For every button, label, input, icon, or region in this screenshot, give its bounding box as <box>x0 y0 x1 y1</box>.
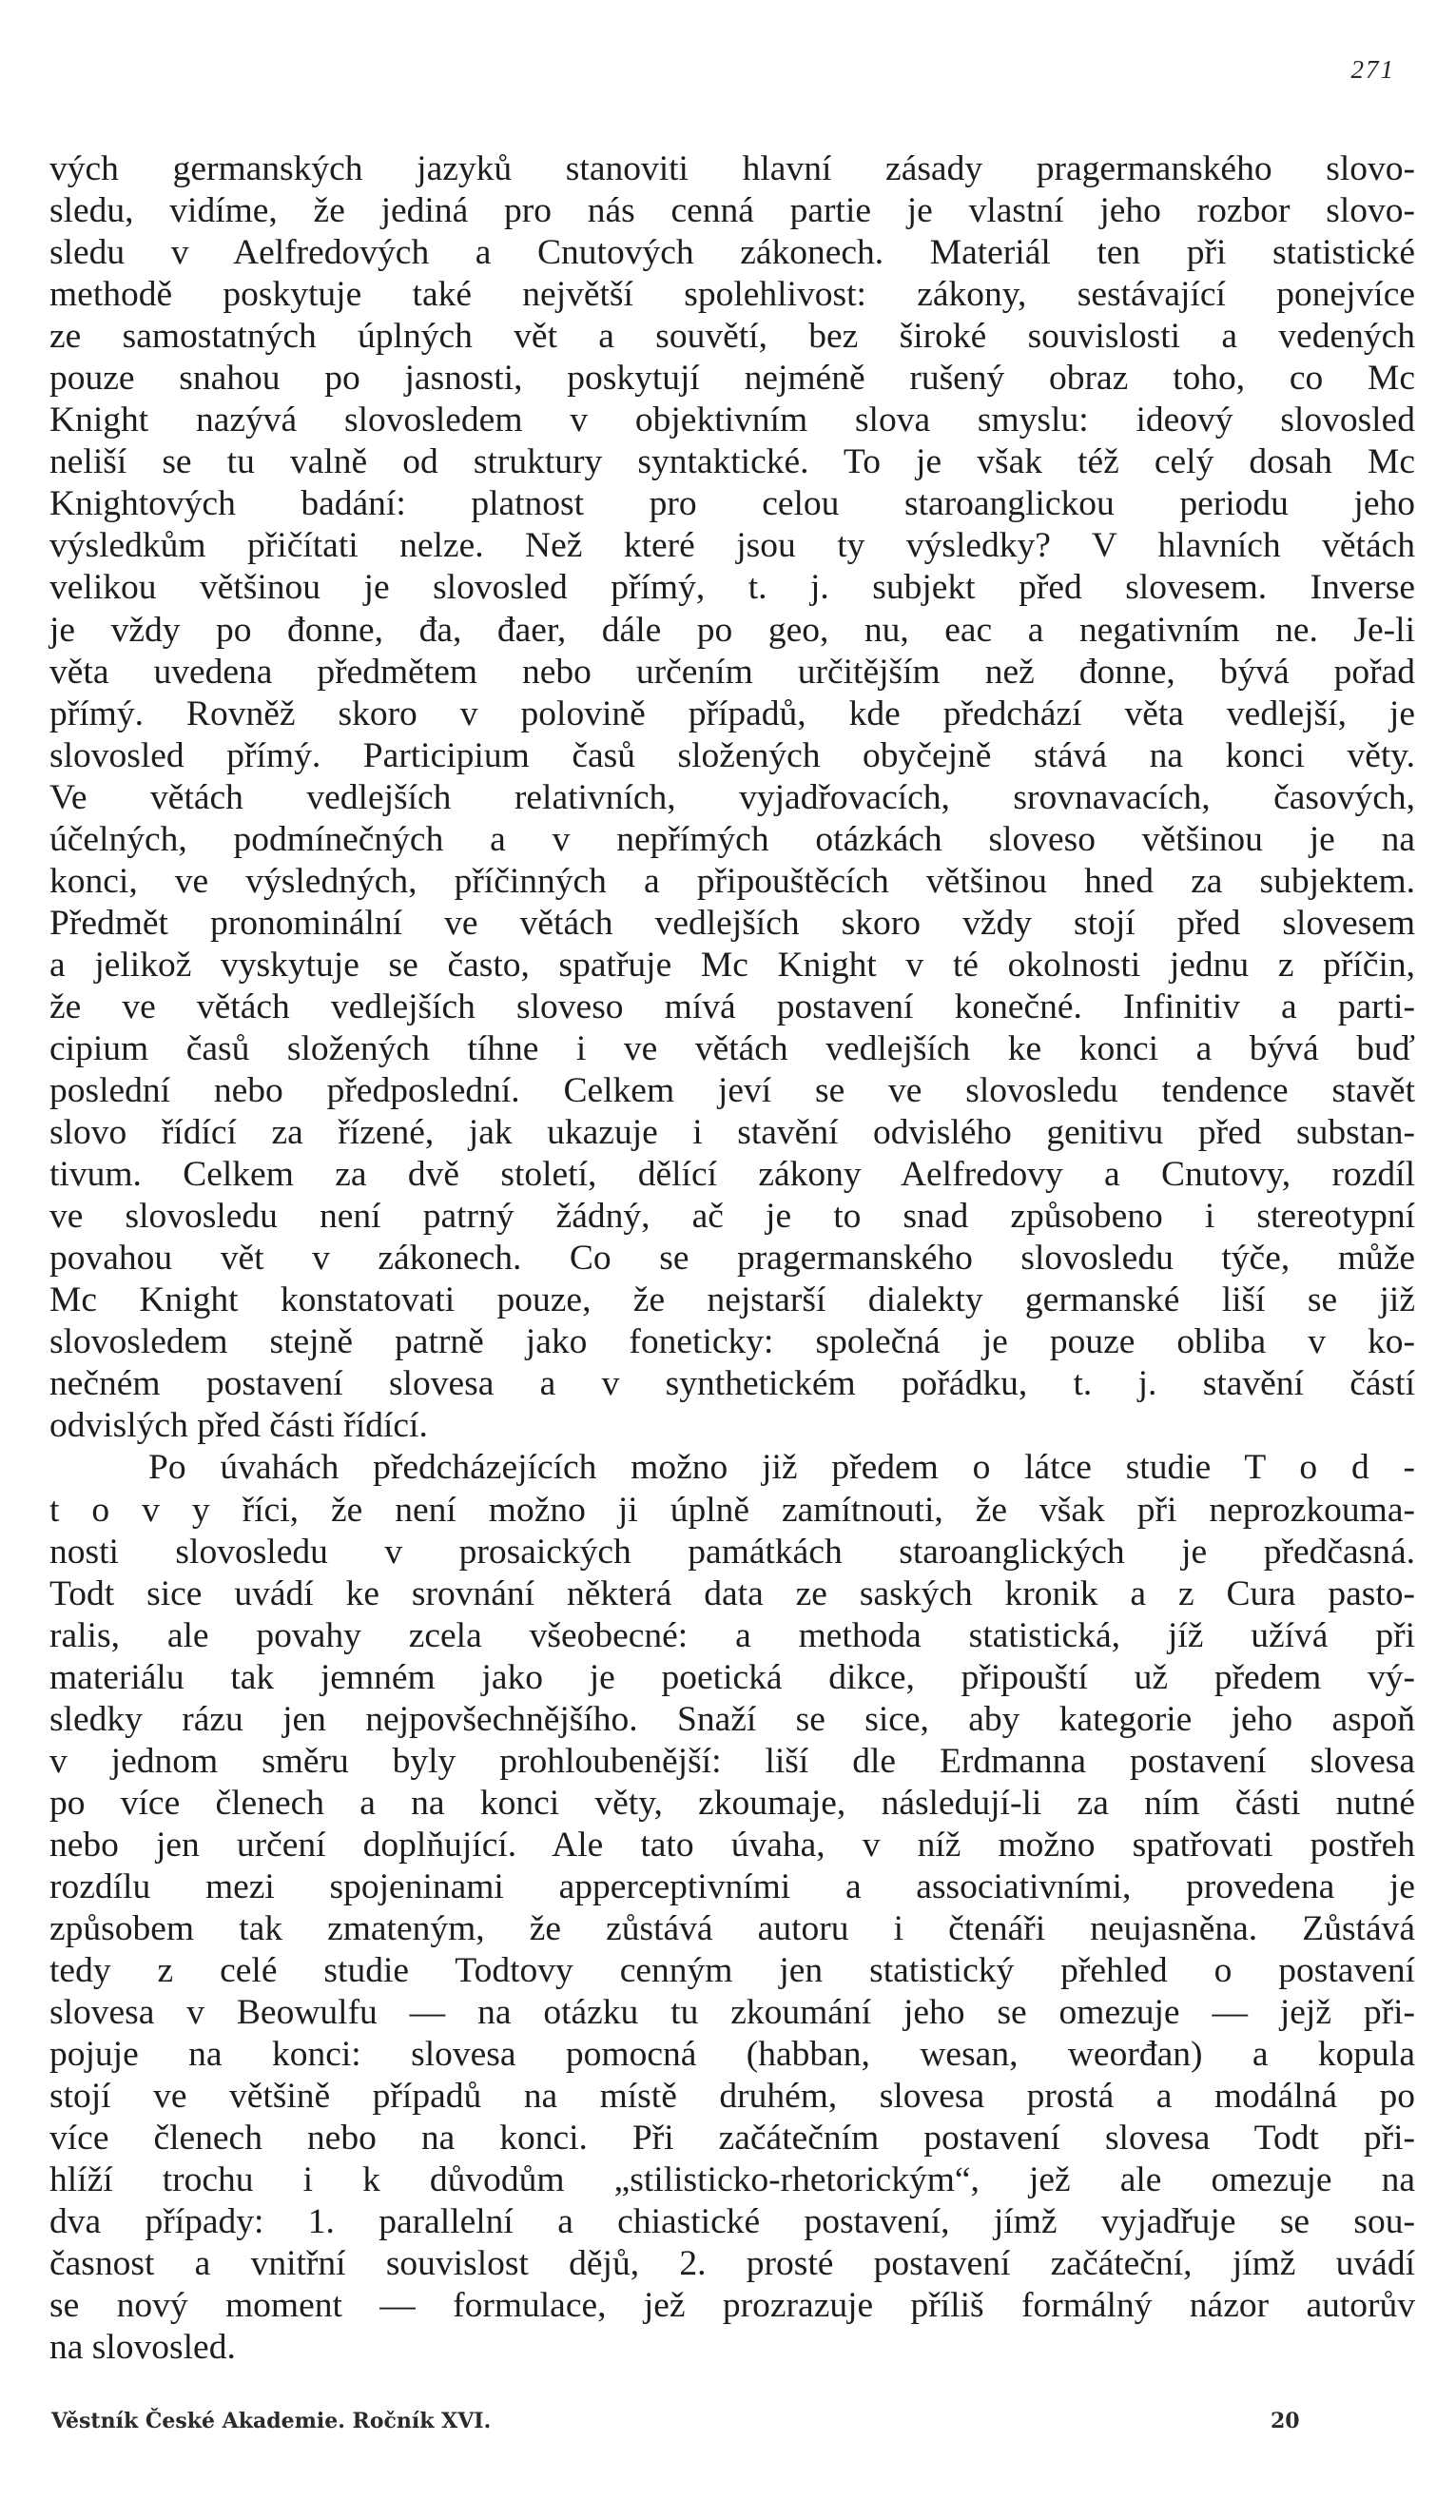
text-line: Předmět pronominální ve větách vedlejších skoro vždy stojí před slovesem <box>49 903 1415 943</box>
text-line: že ve větách vedlejších sloveso mívá postavení konečné. Infinitiv a parti- <box>49 987 1415 1026</box>
body-text <box>49 148 1415 2369</box>
text-line: stojí ve většině případů na místě druhém, slovesa prostá a modálná po <box>49 2077 1415 2117</box>
text-line: rozdílu mezi spojeninami apperceptivními a associativními, provedena je <box>49 1866 1415 1906</box>
text-line: časnost a vnitřní souvislost dějů, 2. prosté postavení začáteční, jímž uvádí <box>49 2244 1415 2284</box>
text-line: ve slovosledu není patrný žádný, ač je to snad způsobeno i stereotypní <box>49 1197 1415 1237</box>
footer-journal-title: Věstník České Akademie. Ročník XVI. <box>51 2409 492 2433</box>
text-line: velikou většinou je slovosled přímý, t. j. subjekt před slovesem. Inverse <box>49 568 1415 608</box>
text-line: t o v y říci, že není možno ji úplně zamítnouti, že však při neprozkouma- <box>49 1490 1415 1530</box>
text-line: Mc Knight konstatovati pouze, že nejstarší dialekty germanské liší se již <box>49 1280 1415 1320</box>
text-line: Knight nazývá slovosledem v objektivním slova smyslu: ideový slovosled <box>49 400 1415 440</box>
text-line: pouze snahou po jasnosti, poskytují nejméně rušený obraz toho, co Mc <box>49 359 1415 399</box>
text-line: a jelikož vyskytuje se často, spatřuje Mc Knight v té okolnosti jednu z příčin, <box>49 945 1415 985</box>
paragraph-2 <box>49 1447 1415 2369</box>
page-number: 271 <box>1350 55 1395 84</box>
text-line: věta uvedena předmětem nebo určením určitějším než đonne, bývá pořad <box>49 652 1415 692</box>
text-line: hlíží trochu i k důvodům „stilisticko-rhetorickým“, jež ale omezuje na <box>49 2160 1415 2200</box>
text-line: methodě poskytuje také největší spolehlivost: zákony, sestávající ponejvíce <box>49 275 1415 315</box>
text-line: Todt sice uvádí ke srovnání některá data ze saských kronik a z Cura pasto- <box>49 1573 1415 1613</box>
text-line: Po úvahách předcházejících možno již předem o látce studie T o d - <box>148 1448 1415 1488</box>
text-line: je vždy po đonne, đa, đaer, dále po geo, nu, eac a negativním ne. Je-li <box>49 610 1415 650</box>
paragraph-1 <box>49 148 1415 1447</box>
text-line: slovesa v Beowulfu — na otázku tu zkoumání jeho se omezuje — jejž při- <box>49 1993 1415 2033</box>
text-line: sledu, vidíme, že jediná pro nás cenná partie je vlastní jeho rozbor slovo- <box>49 191 1415 231</box>
text-line: sledky rázu jen nejpovšechnějšího. Snaží se sice, aby kategorie jeho aspoň <box>49 1699 1415 1739</box>
text-line: pojuje na konci: slovesa pomocná (habban, wesan, weorđan) a kopula <box>49 2035 1415 2075</box>
text-line: povahou vět v zákonech. Co se pragermanského slovosledu týče, může <box>49 1239 1415 1279</box>
text-line: nosti slovosledu v prosaických památkách staroanglických je předčasná. <box>49 1532 1415 1572</box>
text-line: účelných, podmínečných a v nepřímých otázkách sloveso většinou je na <box>49 819 1415 859</box>
text-line: výsledkům přičítati nelze. Než které jsou ty výsledky? V hlavních větách <box>49 526 1415 566</box>
text-line: více členech nebo na konci. Při začátečním postavení slovesa Todt při- <box>49 2119 1415 2159</box>
text-line: poslední nebo předposlední. Celkem jeví se ve slovosledu tendence stavět <box>49 1071 1415 1111</box>
text-line: sledu v Aelfredových a Cnutových zákonech. Materiál ten při statistické <box>49 233 1415 273</box>
footer-signature-number: 20 <box>1271 2409 1300 2433</box>
text-line: ralis, ale povahy zcela všeobecné: a methoda statistická, jíž užívá při <box>49 1615 1415 1655</box>
text-line: přímý. Rovněž skoro v polovině případů, kde předchází věta vedlejší, je <box>49 693 1415 733</box>
text-line: dva případy: 1. parallelní a chiastické postavení, jímž vyjadřuje se sou- <box>49 2202 1415 2242</box>
text-line: se nový moment — formulace, jež prozrazuje příliš formálný názor autorův <box>49 2286 1415 2326</box>
text-line: konci, ve výsledných, příčinných a připouštěcích většinou hned za subjektem. <box>49 861 1415 901</box>
text-line: vých germanských jazyků stanoviti hlavní zásady pragermanského slovo- <box>49 149 1415 188</box>
text-line: ze samostatných úplných vět a souvětí, bez široké souvislosti a vedených <box>49 317 1415 357</box>
text-line: způsobem tak zmateným, že zůstává autoru i čtenáři neujasněna. Zůstává <box>49 1908 1415 1948</box>
text-line: nečném postavení slovesa a v synthetickém pořádku, t. j. stavění částí <box>49 1364 1415 1404</box>
text-line: nebo jen určení doplňující. Ale tato úvaha, v níž možno spatřovati postřeh <box>49 1825 1415 1865</box>
text-line: v jednom směru byly prohloubenější: liší dle Erdmanna postavení slovesa <box>49 1741 1415 1781</box>
text-line: odvislých před části řídící. <box>49 1406 428 1446</box>
text-line: Ve větách vedlejších relativních, vyjadřovacích, srovnavacích, časových, <box>49 777 1415 817</box>
text-line: tivum. Celkem za dvě století, dělící zákony Aelfredovy a Cnutovy, rozdíl <box>49 1155 1415 1195</box>
text-line: slovosledem stejně patrně jako foneticky: společná je pouze obliba v ko- <box>49 1322 1415 1362</box>
text-line: materiálu tak jemném jako je poetická dikce, připouští už předem vý- <box>49 1657 1415 1697</box>
text-line: slovo řídící za řízené, jak ukazuje i stavění odvislého genitivu před substan- <box>49 1113 1415 1153</box>
text-line: Knightových badání: platnost pro celou staroanglickou periodu jeho <box>49 484 1415 524</box>
text-line: slovosled přímý. Participium časů složených obyčejně stává na konci věty. <box>49 735 1415 775</box>
text-line: po více členech a na konci věty, zkoumaje, následují-li za ním části nutné <box>49 1783 1415 1823</box>
text-line: cipium časů složených tíhne i ve větách vedlejších ke konci a bývá buď <box>49 1028 1415 1068</box>
text-line: neliší se tu valně od struktury syntaktické. To je však též celý dosah Mc <box>49 442 1415 482</box>
text-line: tedy z celé studie Todtovy cenným jen statistický přehled o postavení <box>49 1951 1415 1991</box>
text-line: na slovosled. <box>49 2328 236 2368</box>
